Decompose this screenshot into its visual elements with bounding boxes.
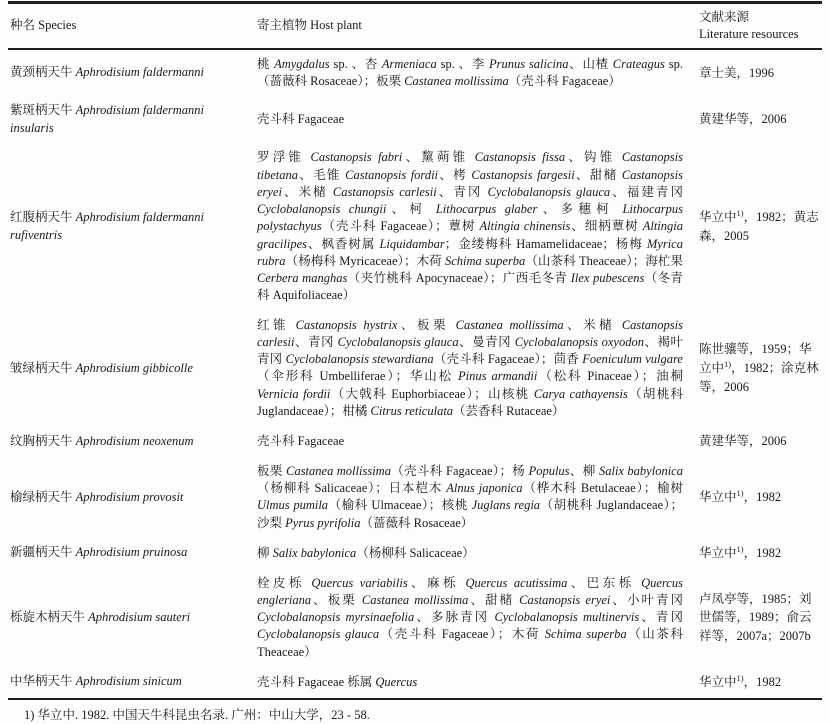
literature-cell: 黄建华等，2006 xyxy=(697,426,822,457)
table-row xyxy=(8,143,822,310)
table-row xyxy=(8,311,822,427)
table-row xyxy=(8,426,822,457)
table-row xyxy=(8,96,822,143)
host-plant-cell: 栓皮栎 Quercus variabilis、麻栎 Quercus acutissima、巴东栎 Quercus engleriana、板栗 Castanea mollissima、甜槠 Castanopsis eryei、小叶青冈 Cyclobalanopsis myrsinaefolia、多脉青冈 Cyclobalanopsis multinervis、青冈 Cyclobalanopsis glauca（壳斗科 Fagaceae）；木荷 Schima superba（山茶科 Theaceae） xyxy=(255,569,697,667)
table-header xyxy=(8,3,822,49)
species-cell: 皱绿柄天牛 Aphrodisium gibbicolle xyxy=(8,311,255,427)
table-row xyxy=(8,538,822,569)
header-species: 种名 Species xyxy=(8,3,255,49)
species-cell: 红腹柄天牛 Aphrodisium faldermanni rufiventris xyxy=(8,143,255,310)
host-plant-cell: 壳斗科 Fagaceae 栎属 Quercus xyxy=(255,667,697,699)
footnote: 1) 华立中. 1982. 中国天牛科昆虫名录. 广州：中山大学，23 - 58. xyxy=(8,700,822,724)
literature-cell: 华立中$^{1)}$，1982 xyxy=(697,457,822,538)
header-host-plant: 寄主植物 Host plant xyxy=(255,3,697,49)
host-plant-table xyxy=(8,1,822,700)
literature-cell: 华立中$^{1)}$，1982 xyxy=(697,538,822,569)
species-cell: 栎旋木柄天牛 Aphrodisium sauteri xyxy=(8,569,255,667)
header-row xyxy=(8,3,822,49)
species-cell: 黄颈柄天牛 Aphrodisium faldermanni xyxy=(8,49,255,97)
host-plant-cell: 红锥 Castanopsis hystrix、板栗 Castanea mollissima、米槠 Castanopsis carlesii、青冈 Cyclobalanopsis glauca、曼青冈 Cyclobalanopsis oxyodon、褐叶青冈 Cyclobalanopsis stewardiana（壳斗科 Fagaceae）；茴香 Foeniculum vulgare（伞形科 Umbelliferae）；华山松 Pinus armandii（松科 Pinaceae）；油桐 Vernicia fordii（大戟科 Euphorbiaceae）；山核桃 Carya cathayensis（胡桃科 Juglandaceae）；柑橘 Citrus reticulata（芸香科 Rutaceae） xyxy=(255,311,697,427)
literature-cell: 章士美，1996 xyxy=(697,49,822,97)
literature-cell: 陈世骧等，1959；华立中$^{1)}$，1982；涂克林等，2006 xyxy=(697,311,822,427)
host-plant-cell: 板栗 Castanea mollissima（壳斗科 Fagaceae）；杨 Populus、柳 Salix babylonica（杨柳科 Salicaceae）；日本桤木 Alnus japonica（桦木科 Betulaceae）；榆树 Ulmus pumila（榆科 Ulmaceae）；核桃 Juglans regia（胡桃科 Juglandaceae）；沙梨 Pyrus pyrifolia（蔷薇科 Rosaceae） xyxy=(255,457,697,538)
literature-cell: 黄建华等，2006 xyxy=(697,96,822,143)
species-cell: 紫斑柄天牛 Aphrodisium faldermanni insularis xyxy=(8,96,255,143)
table-row xyxy=(8,569,822,667)
header-literature-en: Literature resources xyxy=(699,26,820,43)
table-row xyxy=(8,457,822,538)
header-literature-cn: 文献来源 xyxy=(699,9,820,26)
host-plant-cell: 柳 Salix babylonica（杨柳科 Salicaceae） xyxy=(255,538,697,569)
species-cell: 榆绿柄天牛 Aphrodisium provosit xyxy=(8,457,255,538)
species-cell: 纹胸柄天牛 Aphrodisium neoxenum xyxy=(8,426,255,457)
species-cell: 新疆柄天牛 Aphrodisium pruinosa xyxy=(8,538,255,569)
table-row xyxy=(8,667,822,699)
literature-cell: 华立中$^{1)}$，1982；黄志森，2005 xyxy=(697,143,822,310)
species-cell: 中华柄天牛 Aphrodisium sinicum xyxy=(8,667,255,699)
literature-cell: 卢凤亭等，1985；刘世儒等，1989；俞云祥等，2007a；2007b xyxy=(697,569,822,667)
host-plant-cell: 壳斗科 Fagaceae xyxy=(255,96,697,143)
host-plant-cell: 桃 Amygdalus sp. 、杏 Armeniaca sp. 、李 Prunus salicina、山楂 Crateagus sp.（蔷薇科 Rosaceae）；板栗 Castanea mollissima（壳斗科 Fagaceae） xyxy=(255,49,697,97)
literature-cell: 华立中$^{1)}$，1982 xyxy=(697,667,822,699)
table-row xyxy=(8,49,822,97)
table-body xyxy=(8,49,822,699)
host-plant-cell: 壳斗科 Fagaceae xyxy=(255,426,697,457)
header-literature xyxy=(697,3,822,49)
host-plant-cell: 罗浮锥 Castanopsis fabri、黧蒴锥 Castanopsis fissa、钩锥 Castanopsis tibetana、毛锥 Castanopsis fordii、栲 Castanopsis fargesii、甜槠 Castanopsis eryei、米槠 Castanopsis carlesii、青冈 Cyclobalanopsis glauca、福建青冈 Cyclobalanopsis chungii、柯 Lithocarpus glaber、多穗柯 Lithocarpus polystachyus（壳斗科 Fagaceae）；蕈树 Altingia chinensis、细柄蕈树 Altingia gracilipes、枫香树属 Liquidambar；金缕梅科 Hamamelidaceae；杨梅 Myrica rubra（杨梅科 Myricaceae）；木荷 Schima superba（山茶科 Theaceae）；海杧果 Cerbera manghas（夹竹桃科 Apocynaceae）；广西毛冬青 Ilex pubescens（冬青科 Aquifoliaceae） xyxy=(255,143,697,310)
